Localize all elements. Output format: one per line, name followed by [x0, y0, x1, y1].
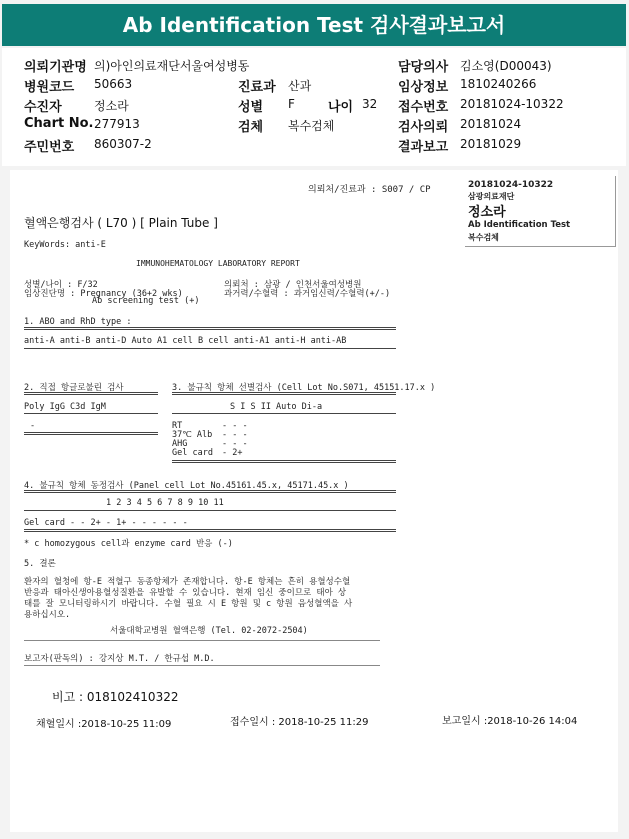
screening-row-values: - - -	[222, 430, 248, 440]
label-number: 20181024-10322	[468, 180, 554, 190]
abo-columns: anti-A anti-B anti-D Auto A1 cell B cell anti-A1 anti-H anti-AB	[24, 336, 347, 346]
rule	[24, 392, 158, 395]
screening-row-label: 37℃ Alb	[172, 430, 213, 440]
id-value: 860307-2	[94, 137, 152, 151]
rule	[172, 392, 396, 395]
section-4-title: 4. 불규칙 항체 동정검사 (Panel cell Lot No.45161.45.x, 45171.45.x )	[24, 481, 349, 491]
rule	[24, 510, 396, 511]
physician-value: 김소영(D00043)	[460, 59, 552, 73]
report-title: Ab Identification Test 검사결과보고서	[122, 13, 506, 37]
specimen-label: 검체	[238, 120, 264, 135]
panel-cell-numbers: 1 2 3 4 5 6 7 8 9 10 11	[106, 498, 224, 508]
panel-gel-card-row: Gel card - - 2+ - 1+ - - - - - -	[24, 518, 188, 528]
label-name: 정소라	[468, 205, 506, 220]
dept-value: 산과	[288, 79, 312, 93]
chart-value: 277913	[94, 117, 140, 131]
dat-columns: Poly IgG C3d IgM	[24, 402, 106, 412]
dat-value: -	[30, 421, 36, 431]
specimen-label-sticker	[465, 176, 616, 247]
rule	[24, 529, 396, 532]
sex-value: F	[288, 97, 295, 111]
receipt-no-label: 접수번호	[398, 100, 449, 115]
rule	[24, 413, 158, 414]
conclusion-line: 환자의 혈청에 항-E 적혈구 동종항체가 존재합니다. 항-E 항체는 흔히 용혈성수혈	[24, 577, 351, 587]
clinical-diagnosis: 임상진단명 : Pregnancy (36+2 wks)	[24, 289, 183, 299]
dept-label: 진료과	[238, 80, 276, 95]
section-5-title: 5. 결론	[24, 559, 56, 569]
report-value: 20181029	[460, 137, 522, 151]
transfusion-history: 과거력/수혈력 : 과거임신력/수혈력(+/-)	[224, 289, 391, 299]
screening-columns: S I S II Auto Di-a	[230, 402, 323, 412]
label-test: Ab Identification Test	[468, 220, 571, 230]
age-label: 나이	[328, 100, 354, 115]
lab-contact: 서울대학교병원 혈액은행 (Tel. 02-2072-2504)	[110, 626, 308, 636]
chart-label: Chart No.	[24, 116, 94, 131]
hospital-code-value: 50663	[94, 77, 133, 91]
report-label: 결과보고	[398, 140, 449, 155]
request-place: 의뢰처 : 삼광 / 인천서울여성병원	[224, 280, 362, 290]
scanned-report-sheet	[10, 170, 618, 832]
id-label: 주민번호	[24, 140, 75, 155]
hospital-code-label: 병원코드	[24, 80, 75, 95]
sex-label: 성별	[238, 100, 264, 115]
rule	[172, 413, 396, 414]
receipt-time: 접수일시 : 2018-10-25 11:29	[230, 717, 369, 728]
panel-note: * c homozygous cell과 enzyme card 반응 (-)	[24, 539, 233, 549]
screening-result: Ab screening test (+)	[92, 296, 200, 306]
sex-age: 성별/나이 : F/32	[24, 280, 98, 290]
institution-value: 의)아인의료재단서울여성병동	[94, 59, 250, 73]
examinee-label: 수진자	[24, 100, 62, 115]
rule	[24, 665, 380, 666]
clinical-value: 1810240266	[460, 77, 537, 91]
report-time: 보고일시 :2018-10-26 14:04	[442, 716, 578, 727]
label-specimen: 복수검체	[468, 233, 499, 242]
rule	[172, 460, 396, 463]
section-2-title: 2. 직접 항글로불린 검사	[24, 383, 124, 393]
label-institution: 삼광의료재단	[468, 192, 515, 201]
rule	[24, 348, 396, 349]
collection-time: 채혈일시 :2018-10-25 11:09	[36, 719, 172, 730]
reporter: 보고자(판독의) : 강지상 M.T. / 한규섭 M.D.	[24, 654, 215, 664]
screening-row-label: Gel card	[172, 448, 213, 458]
screening-row-label: AHG	[172, 439, 188, 449]
screening-row-values: - - -	[222, 421, 248, 431]
request-value: 20181024	[460, 117, 522, 131]
examinee-value: 정소라	[94, 99, 129, 113]
report-title-bar	[2, 4, 626, 46]
rule	[24, 490, 396, 493]
age-value: 32	[362, 97, 378, 111]
report-heading: IMMUNOHEMATOLOGY LABORATORY REPORT	[136, 259, 300, 268]
section-3-title: 3. 불규칙 항체 선별검사 (Cell Lot No.S071, 45151.17.x )	[172, 383, 436, 393]
conclusion-line: 용하십시오.	[24, 610, 71, 620]
clinical-label: 임상정보	[398, 80, 449, 95]
rule	[24, 640, 380, 641]
specimen-value: 복수검체	[288, 119, 335, 133]
patient-info-panel	[2, 48, 626, 166]
screening-row-label: RT	[172, 421, 183, 431]
conclusion-line: 반응과 태아신생아용혈성질환을 유발할 수 있습니다. 현재 임신 중이므로 태아 상	[24, 588, 347, 598]
physician-label: 담당의사	[398, 60, 449, 75]
remark: 비고 : 018102410322	[52, 690, 179, 704]
rule	[24, 327, 396, 330]
screening-row-values: - 2+	[222, 448, 243, 458]
conclusion-line: 태를 잘 모니터링하시기 바랍니다. 수혈 필요 시 E 항원 및 c 항원 음성혈액을 사	[24, 599, 353, 609]
rule	[24, 432, 158, 435]
receipt-no-value: 20181024-10322	[460, 97, 564, 111]
request-label: 검사의뢰	[398, 120, 449, 135]
dept-reference: 의뢰처/진료과 : S007 / CP	[308, 185, 431, 195]
screening-row-values: - - -	[222, 439, 248, 449]
exam-title: 혈액은행검사 ( L70 ) [ Plain Tube ]	[24, 216, 218, 230]
section-1-title: 1. ABO and RhD type :	[24, 317, 132, 327]
institution-label: 의뢰기관명	[24, 60, 87, 75]
keywords: KeyWords: anti-E	[24, 240, 106, 250]
